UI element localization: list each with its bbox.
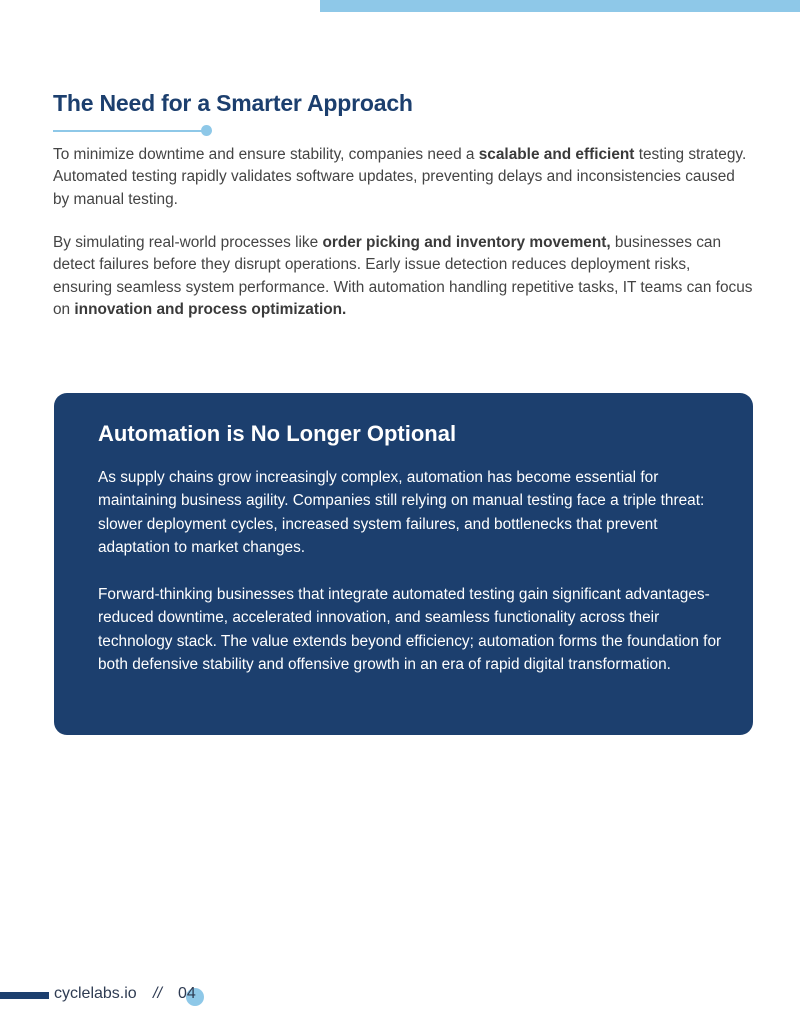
- callout-paragraph-2: Forward-thinking businesses that integrate automated testing gain significant advantages-reduced downtime, accelerated innovation, and seamless functionality across their technology stack. The value extends beyond efficiency; automation forms the foundation for both defensive stability and offensive growth in an era of rapid digital transformation.: [98, 586, 722, 674]
- callout-title: Automation is No Longer Optional: [98, 421, 457, 446]
- intro-bold-1: scalable and efficient: [478, 146, 635, 163]
- callout-paragraph-1: As supply chains grow increasingly complex, automation has become essential for maintaining business agility. Companies still relying on manual testing face a triple threat: slower deployment cycles, increased system failures, and bottlenecks that prevent adaptation to market changes.: [98, 469, 705, 557]
- detail-text-2: businesses can detect failures before they disrupt operations. Early issue detection reduces deployment risks, ensuring seamless system performance. With automation handling repetitive tasks, IT teams can focus on: [53, 234, 753, 318]
- title-underline: [53, 130, 205, 132]
- detail-bold-1: order picking and inventory movement,: [322, 234, 611, 251]
- footer-separator: //: [153, 985, 162, 1002]
- footer-site-link[interactable]: cyclelabs.io: [54, 985, 137, 1002]
- title-underline-dot: [201, 125, 212, 136]
- detail-text-1: By simulating real-world processes like: [53, 234, 323, 251]
- footer-accent-bar: [0, 992, 49, 999]
- section-title: The Need for a Smarter Approach: [53, 90, 413, 116]
- intro-paragraph: [53, 144, 753, 211]
- page-number: 04: [178, 985, 196, 1002]
- top-accent-bar: [320, 0, 800, 12]
- intro-text-1: To minimize downtime and ensure stability, companies need a: [53, 146, 479, 163]
- detail-bold-2: innovation and process optimization.: [74, 300, 347, 318]
- detail-paragraph: [53, 232, 753, 321]
- callout-box: [54, 393, 753, 735]
- intro-text-2: testing strategy. Automated testing rapidly validates software updates, preventing delays and inconsistencies caused by manual testing.: [53, 146, 747, 208]
